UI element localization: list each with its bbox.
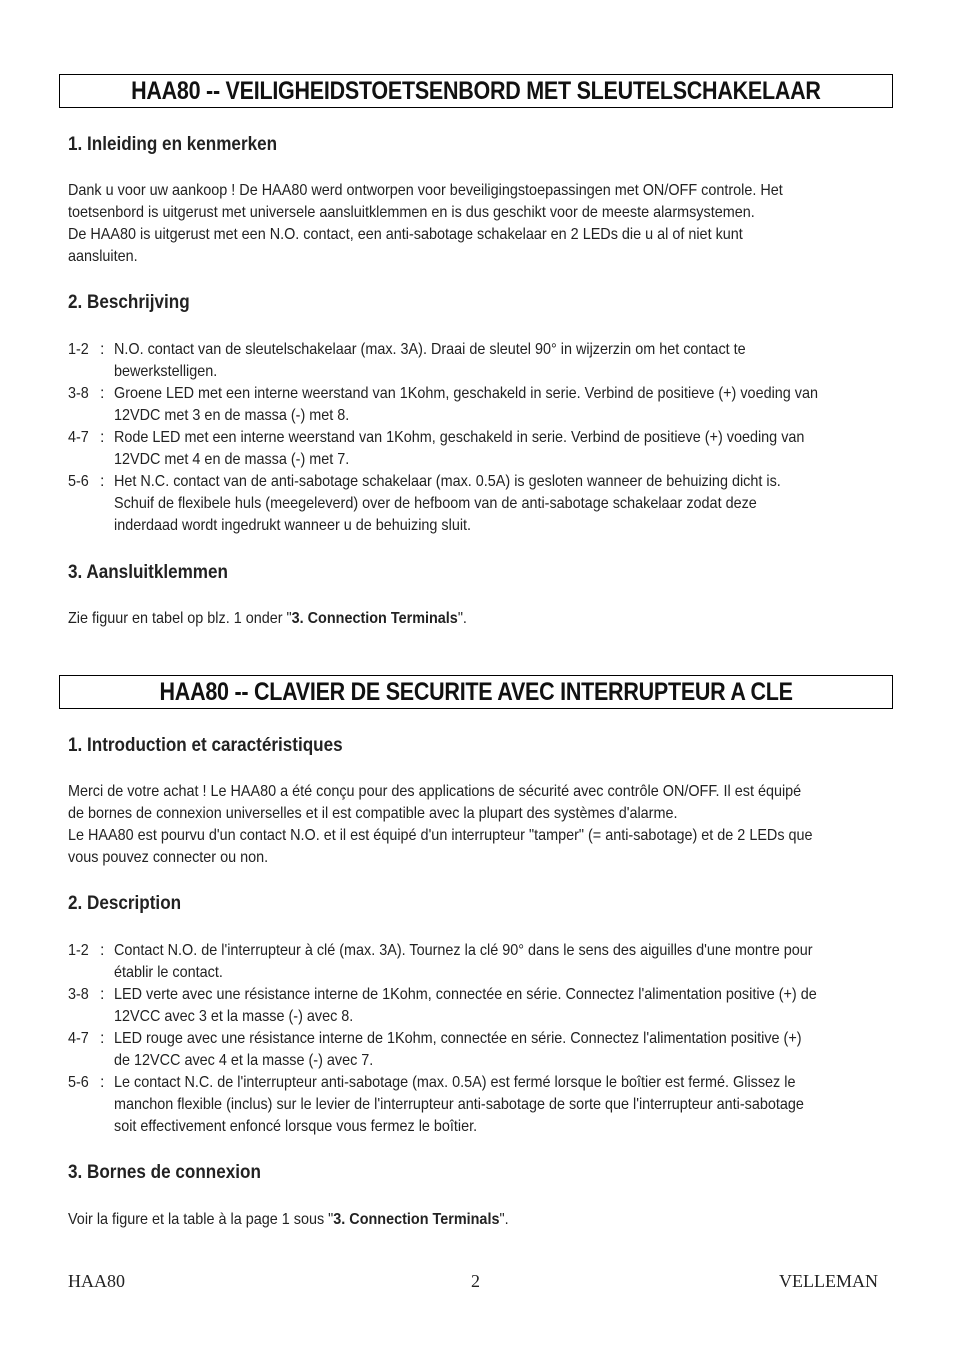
paragraph-line: toetsenbord is uitgerust met universele aansluitklemmen en is dus geschikt voor de meeste alarmsystemen. [68, 204, 755, 221]
title-fr [59, 675, 893, 709]
nl-terminals-paragraph: Zie figuur en tabel op blz. 1 onder "3. Connection Terminals". [68, 610, 467, 627]
item-line: Le contact N.C. de l'interrupteur anti-sabotage (max. 0.5A) est fermé lorsque le boîtier est fermé. Glissez le [114, 1074, 796, 1091]
item-line: Schuif de flexibele huls (meegeleverd) over de hefboom van de anti-sabotage schakelaar zodat deze [114, 495, 757, 512]
item-number: 3-8 [68, 986, 89, 1003]
item-number: 4-7 [68, 429, 89, 446]
paragraph-line: Dank u voor uw aankoop ! De HAA80 werd ontworpen voor beveiligingstoepassingen met ON/OFF controle. Het [68, 182, 783, 199]
item-line: Het N.C. contact van de anti-sabotage schakelaar (max. 0.5A) is gesloten wanneer de behuizing dicht is. [114, 473, 781, 490]
item-line: N.O. contact van de sleutelschakelaar (max. 3A). Draai de sleutel 90° in wijzerzin om het contact te [114, 341, 746, 358]
fr-heading-description: 2. Description [68, 893, 182, 914]
footer-brand: VELLEMAN [779, 1271, 878, 1291]
item-number: 1-2 [68, 341, 89, 358]
item-number: 3-8 [68, 385, 89, 402]
fr-intro-paragraph [68, 781, 954, 869]
item-line: LED verte avec une résistance interne de 1Kohm, connectée en série. Connectez l'alimentation positive (+) de [114, 986, 817, 1003]
paragraph-line: Merci de votre achat ! Le HAA80 a été conçu pour des applications de sécurité avec contrôle ON/OFF. Il est équipé [68, 783, 802, 800]
item-number: 4-7 [68, 1030, 89, 1047]
item-line: 12VDC met 3 en de massa (-) met 8. [114, 407, 350, 424]
footer-model: HAA80 [68, 1271, 125, 1291]
nl-heading-description: 2. Beschrijving [68, 292, 190, 313]
title-fr-text: HAA80 -- CLAVIER DE SECURITE AVEC INTERRUPTEUR A CLE [159, 678, 793, 706]
nl-heading-intro: 1. Inleiding en kenmerken [68, 134, 278, 155]
item-line: inderdaad wordt ingedrukt wanneer u de behuizing sluit. [114, 517, 472, 534]
item-line: de 12VCC avec 4 et la masse (-) avec 7. [114, 1052, 374, 1069]
nl-intro-paragraph [68, 180, 954, 268]
item-number: 5-6 [68, 1074, 89, 1091]
terminals-reference: 3. Connection Terminals [291, 610, 458, 627]
item-line: 12VDC met 4 en de massa (-) met 7. [114, 451, 350, 468]
item-line: établir le contact. [114, 964, 223, 981]
paragraph-line: vous pouvez connecter ou non. [68, 849, 269, 866]
item-line: manchon flexible (inclus) sur le levier de l'interrupteur anti-sabotage de sorte que l'interrupteur anti-sabotage [114, 1096, 804, 1113]
item-line: 12VCC avec 3 et la masse (-) avec 8. [114, 1008, 354, 1025]
item-line: Groene LED met een interne weerstand van 1Kohm, geschakeld in serie. Verbind de positieve (+) voeding van [114, 385, 819, 402]
nl-heading-terminals: 3. Aansluitklemmen [68, 562, 228, 583]
fr-heading-terminals: 3. Bornes de connexion [68, 1162, 261, 1183]
paragraph-line: Le HAA80 est pourvu d'un contact N.O. et il est équipé d'un interrupteur "tamper" (= anti-sabotage) et de 2 LEDs que [68, 827, 813, 844]
item-line: bewerkstelligen. [114, 363, 218, 380]
paragraph-line: De HAA80 is uitgerust met een N.O. contact, een anti-sabotage schakelaar en 2 LEDs die u al of niet kunt [68, 226, 743, 243]
footer-page-number: 2 [471, 1271, 480, 1291]
paragraph-line: aansluiten. [68, 248, 138, 265]
item-number: 1-2 [68, 942, 89, 959]
paragraph-line: de bornes de connexion universelles et il est compatible avec la plupart des systèmes d'alarme. [68, 805, 678, 822]
terminals-reference: 3. Connection Terminals [333, 1211, 500, 1228]
item-line: LED rouge avec une résistance interne de 1Kohm, connectée en série. Connectez l'alimentation positive (+) [114, 1030, 802, 1047]
item-number: 5-6 [68, 473, 89, 490]
item-line: soit effectivement enfoncé lorsque vous fermez le boîtier. [114, 1118, 478, 1135]
fr-heading-intro: 1. Introduction et caractéristiques [68, 735, 343, 756]
fr-terminals-paragraph: Voir la figure et la table à la page 1 sous "3. Connection Terminals". [68, 1211, 509, 1228]
document-page: HAA80 -- VEILIGHEIDSTOETSENBORD MET SLEUTELSCHAKELAAR 1. Inleiding en kenmerken Dank u voor uw aankoop ! De HAA80 werd ontworpen voor beveiligingstoepassingen met ON/OFF controle. Het toetsenbord is uitgerust met universele aansluitklemmen en is dus geschikt voor de meeste alarmsystemen. De HAA80 is uitgerust met een N.O. contact, een anti-sabotage schakelaar en 2 LEDs die u al of niet kunt aansluiten. 2. Beschrijving 1-2 : N.O. contact van de sleutelschakelaar (max. 3A). Draai de sleutel 90° in wijzerzin om het contact te bewerkstelligen. 3-8 : Groene LED met een interne weerstand van 1Kohm, geschakeld in serie. Verbind de positieve (+) voeding van 12VDC met 3 en de massa (-) met 8. 4-7 : Rode LED met een interne weerstand van 1Kohm, geschakeld in serie. Verbind de positieve (+) voeding van 12VDC met 4 en de massa (-) met 7. 5-6 : Het N.C. contact van de anti-sabotage schakelaar (max. 0.5A) is gesloten wanneer de behuizing dicht is. Schuif de flexibele huls (meegeleverd) over de hefboom van de anti-sabotage schakelaar zodat deze inderdaad wordt ingedrukt wanneer u de behuizing sluit. 3. Aansluitklemmen Zie figuur en tabel op blz. 1 onder "3. Connection Terminals". HAA80 -- CLAVIER DE SECURITE AVEC INTERRUPTEUR A CLE 1. Introduction et caractéristiques Merci de votre achat ! Le HAA80 a été conçu pour des applications de sécurité avec contrôle ON/OFF. Il est équipé de bornes de connexion universelles et il est compatible avec la plupart des systèmes d'alarme. Le HAA80 est pourvu d'un contact N.O. et il est équipé d'un interrupteur "tamper" (= anti-sabotage) et de 2 LEDs que vous pouvez connecter ou non. 2. Description 1-2 : Contact N.O. de l'interrupteur à clé (max. 3A). Tournez la clé 90° dans le sens des aiguilles d'une montre pour établir le contact. 3-8 : LED verte avec une résistance interne de 1Kohm, connectée en série. Connectez l'alimentation positive (+) de 12VCC avec 3 et la masse (-) avec 8. 4-7 : LED rouge avec une résistance interne de 1Kohm, connectée en série. Connectez l'alimentation positive (+) de 12VCC avec 4 et la masse (-) avec 7. 5-6 : Le contact N.C. de l'interrupteur anti-sabotage (max. 0.5A) est fermé lorsque le boîtier est fermé. Glissez le manchon flexible (inclus) sur le levier de l'interrupteur anti-sabotage de sorte que l'interrupteur anti-sabotage soit effectivement enfoncé lorsque vous fermez le boîtier. 3. Bornes de connexion Voir la figure et la table à la page 1 sous "3. Connection Terminals". HAA80 2 VELLEMAN [0, 0, 954, 1351]
item-line: Contact N.O. de l'interrupteur à clé (max. 3A). Tournez la clé 90° dans le sens des aiguilles d'une montre pour [114, 942, 813, 959]
item-line: Rode LED met een interne weerstand van 1Kohm, geschakeld in serie. Verbind de positieve (+) voeding van [114, 429, 805, 446]
title-nl-text: HAA80 -- VEILIGHEIDSTOETSENBORD MET SLEUTELSCHAKELAAR [131, 77, 821, 105]
title-nl [59, 74, 893, 108]
